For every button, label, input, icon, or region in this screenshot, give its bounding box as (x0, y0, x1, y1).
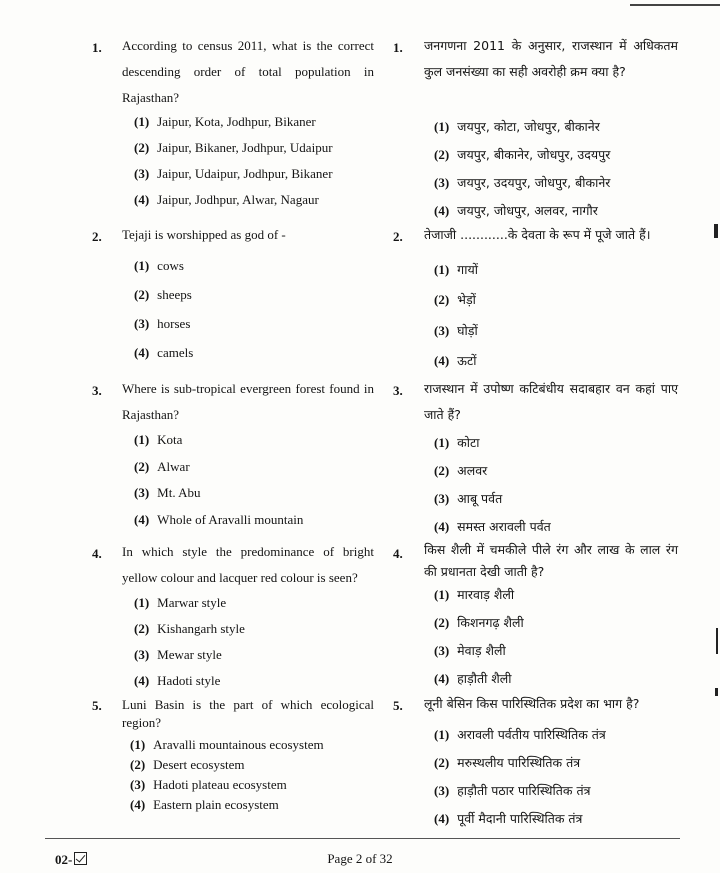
question-number: 3. (92, 383, 102, 398)
question-number-hi: 4. (393, 546, 403, 561)
question-number: 1. (92, 40, 102, 55)
option-1-hi[interactable]: (1) मारवाड़ शैली (434, 587, 515, 602)
option-4-hi[interactable]: (4) ऊटों (434, 353, 477, 368)
option-4[interactable]: (4) Eastern plain ecosystem (130, 797, 279, 812)
question-number-hi: 1. (393, 40, 403, 55)
option-3[interactable]: (3) Mt. Abu (134, 485, 201, 500)
option-4[interactable]: (4) Jaipur, Jodhpur, Alwar, Nagaur (134, 192, 319, 207)
question-text-hi: राजस्थान में उपोष्ण कटिबंधीय सदाबहार वन कहां पाए जाते हैं? (424, 381, 678, 422)
question-text-hi: किस शैली में चमकीले पीले रंग और लाख के लाल रंग की प्रधानता देखी जाती है? (424, 542, 678, 579)
option-2[interactable]: (2) sheeps (134, 287, 192, 302)
option-1[interactable]: (1) Marwar style (134, 595, 227, 610)
option-3-hi[interactable]: (3) आबू पर्वत (434, 491, 503, 506)
question-number: 5. (92, 698, 102, 713)
option-2-hi[interactable]: (2) भेड़ों (434, 292, 476, 307)
option-2[interactable]: (2) Jaipur, Bikaner, Jodhpur, Udaipur (134, 140, 333, 155)
option-2-hi[interactable]: (2) जयपुर, बीकानेर, जोधपुर, उदयपुर (434, 147, 611, 162)
option-2[interactable]: (2) Kishangarh style (134, 621, 245, 636)
question-number-hi: 3. (393, 383, 403, 398)
option-3-hi[interactable]: (3) जयपुर, उदयपुर, जोधपुर, बीकानेर (434, 175, 611, 190)
option-3-hi[interactable]: (3) मेवाड़ शैली (434, 643, 506, 658)
question-number: 4. (92, 546, 102, 561)
option-1[interactable]: (1) Jaipur, Kota, Jodhpur, Bikaner (134, 114, 316, 129)
option-4-hi[interactable]: (4) जयपुर, जोधपुर, अलवर, नागौर (434, 203, 598, 218)
option-3-hi[interactable]: (3) हाड़ौती पठार पारिस्थितिक तंत्र (434, 783, 591, 798)
option-3-hi[interactable]: (3) घोड़ों (434, 323, 478, 338)
option-1-hi[interactable]: (1) जयपुर, कोटा, जोधपुर, बीकानेर (434, 119, 600, 134)
option-1[interactable]: (1) cows (134, 258, 184, 273)
option-4[interactable]: (4) Whole of Aravalli mountain (134, 512, 304, 527)
scan-edge-mark (715, 688, 718, 696)
option-1-hi[interactable]: (1) अरावली पर्वतीय पारिस्थितिक तंत्र (434, 727, 606, 742)
question-text-en: Luni Basin is the part of which ecological region? (122, 697, 374, 730)
option-2-hi[interactable]: (2) मरुस्थलीय पारिस्थितिक तंत्र (434, 755, 581, 770)
scan-edge-mark (714, 224, 718, 238)
footer-divider (45, 838, 680, 839)
option-3[interactable]: (3) Hadoti plateau ecosystem (130, 777, 287, 792)
option-3[interactable]: (3) Mewar style (134, 647, 222, 662)
option-4-hi[interactable]: (4) पूर्वी मैदानी पारिस्थितिक तंत्र (434, 811, 583, 826)
booklet-code: 02- (55, 851, 87, 868)
question-text-en: Tejaji is worshipped as god of - (122, 227, 286, 242)
option-2-hi[interactable]: (2) किशनगढ़ शैली (434, 615, 524, 630)
question-text-en: According to census 2011, what is the correct descending order of total population in Rajasthan? (122, 38, 374, 105)
option-2[interactable]: (2) Desert ecosystem (130, 757, 245, 772)
option-1-hi[interactable]: (1) गायों (434, 262, 478, 277)
option-4[interactable]: (4) camels (134, 345, 194, 360)
option-1[interactable]: (1) Kota (134, 432, 183, 447)
question-number-hi: 2. (393, 229, 403, 244)
scan-edge-mark (716, 628, 718, 654)
question-text-hi: तेजाजी ............के देवता के रूप में पूजे जाते हैं। (424, 227, 651, 242)
option-4[interactable]: (4) Hadoti style (134, 673, 221, 688)
option-4-hi[interactable]: (4) हाड़ौती शैली (434, 671, 512, 686)
option-2-hi[interactable]: (2) अलवर (434, 463, 488, 478)
option-3[interactable]: (3) horses (134, 316, 191, 331)
option-4-hi[interactable]: (4) समस्त अरावली पर्वत (434, 519, 551, 534)
option-3[interactable]: (3) Jaipur, Udaipur, Jodhpur, Bikaner (134, 166, 333, 181)
top-rule (630, 4, 720, 6)
question-text-hi: लूनी बेसिन किस पारिस्थितिक प्रदेश का भाग है? (424, 696, 640, 711)
question-text-en: In which style the predominance of bright yellow colour and lacquer red colour is seen? (122, 544, 374, 585)
question-text-hi: जनगणना 2011 के अनुसार, राजस्थान में अधिकतम कुल जनसंख्या का सही अवरोही क्रम क्या है? (424, 38, 678, 79)
option-1[interactable]: (1) Aravalli mountainous ecosystem (130, 737, 324, 752)
question-number: 2. (92, 229, 102, 244)
page-number: Page 2 of 32 (327, 851, 393, 866)
option-1-hi[interactable]: (1) कोटा (434, 435, 480, 450)
question-number-hi: 5. (393, 698, 403, 713)
question-text-en: Where is sub-tropical evergreen forest found in Rajasthan? (122, 381, 374, 422)
option-2[interactable]: (2) Alwar (134, 459, 190, 474)
